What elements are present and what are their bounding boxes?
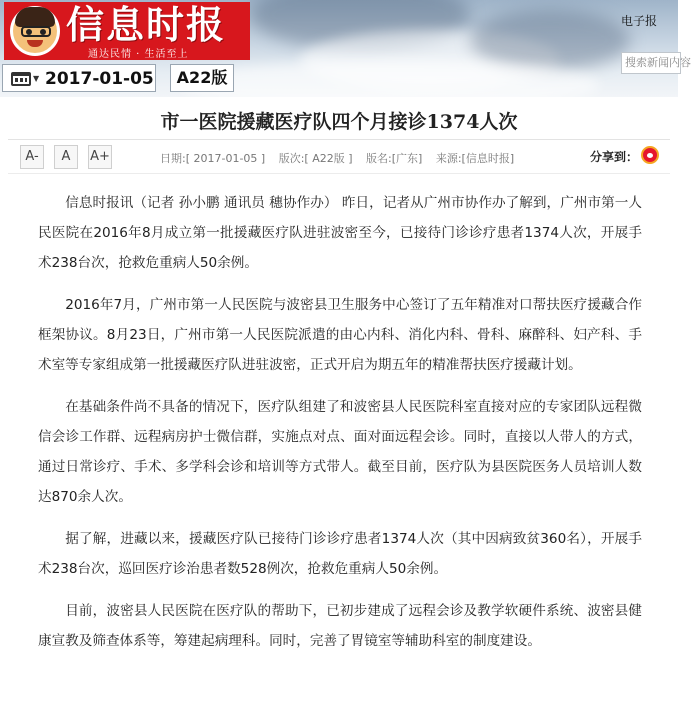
meta-column: 版名:[广东] [366, 152, 423, 165]
divider [8, 173, 670, 174]
meta-edition: 版次:[ A22版 ] [278, 152, 353, 165]
header-banner [0, 0, 691, 97]
article-meta [160, 150, 524, 166]
font-reset-button[interactable]: A [54, 145, 78, 169]
font-increase-button[interactable]: A+ [88, 145, 112, 169]
logo[interactable] [4, 2, 250, 60]
divider [8, 139, 670, 140]
share-label: 分享到： [590, 150, 639, 164]
sky-cloud [180, 60, 600, 110]
logo-slogan: 通达民情 · 生活至上 [88, 49, 189, 60]
edition-selector[interactable]: A22版 [170, 64, 234, 92]
article-paragraph: 据了解，进藏以来，援藏医疗队已接待门诊诊疗患者1374人次（其中因病致贫360名），开展手术238台次，巡回医疗诊治患者数528例次，抢救危重病人50余例。 [38, 531, 642, 577]
epaper-link[interactable]: 电子报 [621, 14, 658, 28]
article-title: 市一医院援藏医疗队四个月接诊1374人次 [160, 111, 518, 133]
mascot-icon [10, 6, 60, 56]
meta-date: 日期:[ 2017-01-05 ] [160, 152, 266, 165]
font-decrease-button[interactable]: A- [20, 145, 44, 169]
article-paragraph: 2016年7月，广州市第一人民医院与波密县卫生服务中心签订了五年精准对口帮扶医疗援藏合作框架协议。8月23日，广州市第一人民医院派遣的由心内科、消化内科、骨科、麻醉科、妇产科、手术室等专家组成第一批援藏医疗队进驻波密，正式开启为期五年的精准帮扶医疗援藏计划。 [38, 297, 642, 373]
date-selector[interactable] [2, 64, 156, 92]
calendar-icon[interactable] [11, 72, 31, 86]
search-input[interactable]: 搜索新闻内容 [621, 52, 681, 74]
article-paragraph: 信息时报讯（记者 孙小鹏 通讯员 穗协作办） 昨日，记者从广州市协作办了解到，广州市第一人民医院在2016年8月成立第一批援藏医疗队进驻波密至今，已接待门诊诊疗患者1374人次，开展手术238台次，抢救危重病人50余例。 [38, 195, 642, 271]
logo-name: 信息时报 [66, 2, 227, 47]
header-right-panel [601, 0, 691, 97]
issue-date: 2017-01-05 [45, 69, 154, 89]
meta-source: 来源:[信息时报] [435, 152, 515, 165]
weibo-icon[interactable] [641, 146, 659, 164]
article-paragraph: 在基础条件尚不具备的情况下，医疗队组建了和波密县人民医院科室直接对应的专家团队远程微信会诊工作群、远程病房护士微信群，实施点对点、面对面远程会诊。同时，直接以人带人的方式，通过日常诊疗、手术、多学科会诊和培训等方式带人。截至目前，医疗队为县医院医务人员培训人数达870余人次。 [38, 399, 642, 505]
article-paragraph: 目前，波密县人民医院在医疗队的帮助下，已初步建成了远程会诊及教学软硬件系统、波密县健康宣教及筛查体系等，筹建起病理科。同时，完善了胃镜室等辅助科室的制度建设。 [38, 603, 642, 649]
article-body [38, 188, 642, 668]
chevron-down-icon[interactable]: ▼ [33, 74, 40, 83]
